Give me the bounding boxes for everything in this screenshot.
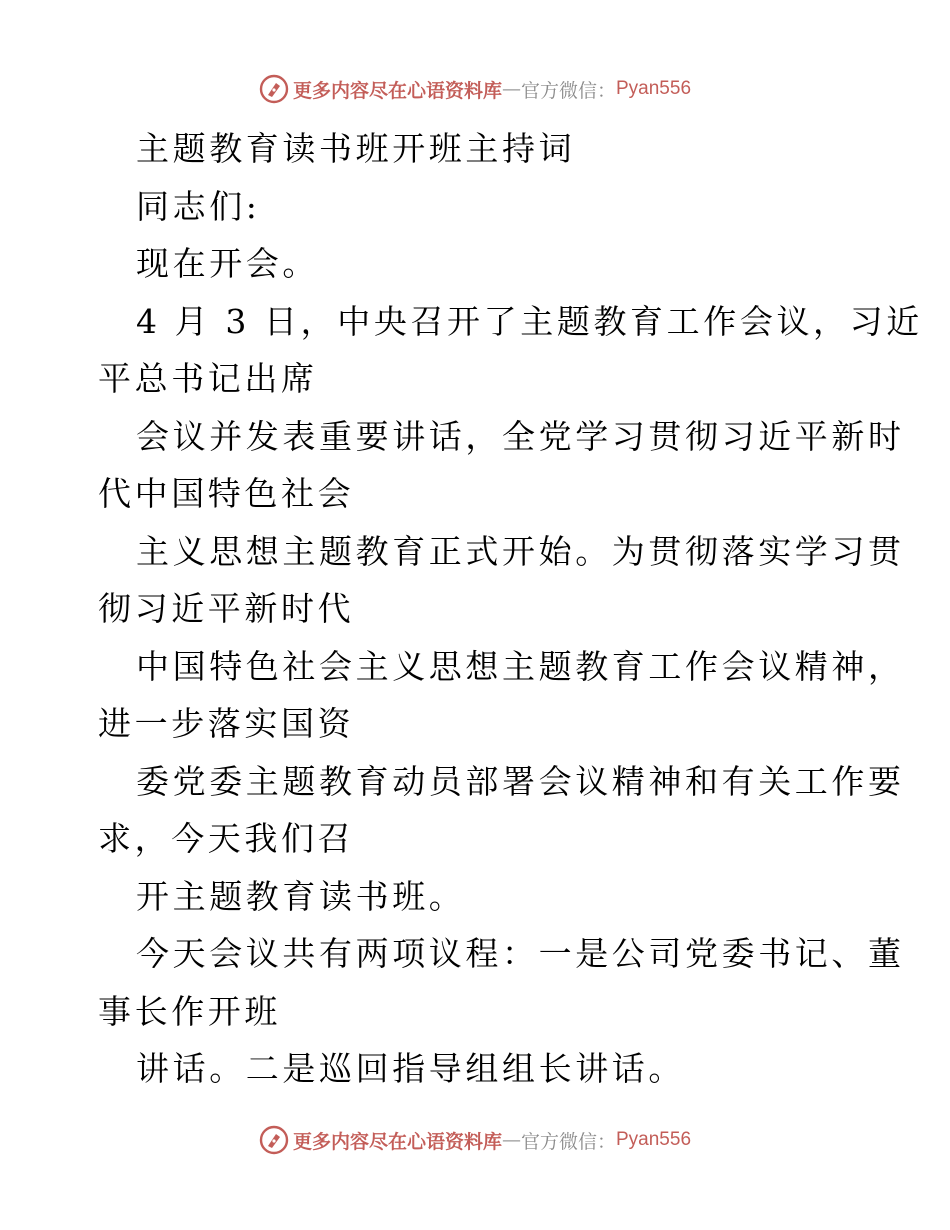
text-line: 委党委主题教育动员部署会议精神和有关工作要 bbox=[136, 761, 905, 801]
footer-watermark bbox=[0, 1120, 950, 1160]
header-watermark bbox=[0, 69, 950, 109]
pen-nib-logo-icon bbox=[259, 74, 289, 104]
document-body bbox=[98, 120, 923, 1098]
text-line: 今天会议共有两项议程：一是公司党委书记、董 bbox=[136, 934, 905, 973]
text-line: 中国特色社会主义思想主题教育工作会议精神， bbox=[136, 646, 905, 686]
text-line: 彻习近平新时代 bbox=[98, 589, 355, 628]
text-line: 进一步落实国资 bbox=[98, 704, 355, 743]
watermark-wechat-id: Pyan556 bbox=[616, 78, 692, 99]
salutation: 同志们: bbox=[136, 186, 261, 226]
text-line: 代中国特色社会 bbox=[98, 474, 355, 513]
watermark-separator: — bbox=[501, 1129, 521, 1151]
text-line: 求，今天我们召 bbox=[98, 819, 355, 858]
watermark-main-text: 更多内容尽在心语资料库 bbox=[292, 1130, 502, 1153]
text-line: 主义思想主题教育正式开始。为贯彻落实学习贯 bbox=[136, 531, 905, 571]
watermark-separator: — bbox=[501, 78, 521, 100]
document-title: 主题教育读书班开班主持词 bbox=[136, 129, 576, 168]
pen-nib-logo-icon bbox=[259, 1125, 289, 1155]
text-line: 4 月 3 日，中央召开了主题教育工作会议，习近 bbox=[136, 301, 923, 341]
text-line: 现在开会。 bbox=[136, 244, 319, 283]
watermark-main-text: 更多内容尽在心语资料库 bbox=[292, 79, 502, 102]
text-line: 事长作开班 bbox=[98, 991, 281, 1031]
watermark-wechat-label: 官方微信： bbox=[520, 79, 616, 102]
text-line: 平总书记出席 bbox=[98, 359, 318, 398]
text-line: 会议并发表重要讲话，全党学习贯彻习近平新时 bbox=[136, 416, 905, 456]
watermark-wechat-label: 官方微信： bbox=[520, 1130, 616, 1153]
text-line: 开主题教育读书班。 bbox=[136, 876, 466, 916]
watermark-wechat-id: Pyan556 bbox=[616, 1129, 692, 1150]
text-line: 讲话。二是巡回指导组组长讲话。 bbox=[136, 1049, 685, 1088]
